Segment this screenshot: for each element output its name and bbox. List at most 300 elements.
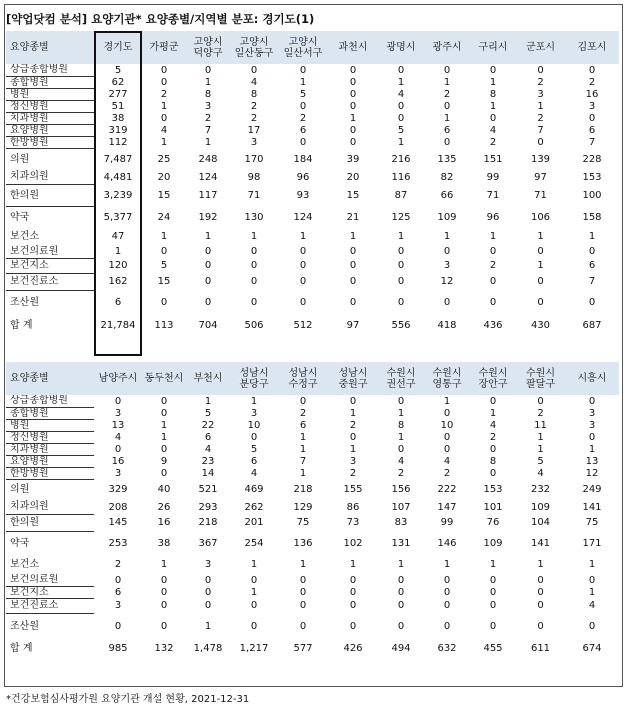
cell-value: 1 xyxy=(204,231,212,242)
cell-value: 0 xyxy=(349,100,357,112)
cell-value: 293 xyxy=(198,501,218,513)
column-header-line: 영통구 xyxy=(432,378,462,390)
cell-value: 151 xyxy=(483,153,503,165)
cell-value: 17 xyxy=(247,124,261,136)
cell-value: 1 xyxy=(443,112,451,124)
table-row xyxy=(6,500,619,514)
gyeonggi-column-highlight xyxy=(94,31,142,356)
column-header-line: 경기도 xyxy=(103,42,133,53)
cell-value: 0 xyxy=(443,136,451,148)
cell-value: 0 xyxy=(537,395,544,407)
cell-value: 0 xyxy=(349,64,357,76)
cell-value: 277 xyxy=(108,88,128,100)
cell-value: 3 xyxy=(349,455,357,467)
cell-value: 0 xyxy=(160,64,168,76)
column-header xyxy=(424,31,470,64)
cell-value: 1,217 xyxy=(239,643,269,654)
cell-value: 8 xyxy=(250,88,258,100)
cell-value: 153 xyxy=(582,171,602,183)
cell-value: 1 xyxy=(397,559,405,570)
table-row xyxy=(6,419,619,431)
cell-value: 512 xyxy=(293,319,313,331)
cell-value: 4 xyxy=(443,455,451,467)
cell-value: 4 xyxy=(489,124,497,136)
cell-value: 124 xyxy=(293,211,313,223)
row-label: 보건소 xyxy=(10,231,39,242)
cell-value: 39 xyxy=(346,153,360,165)
row-label: 치과병원 xyxy=(6,443,94,455)
cell-value: 506 xyxy=(244,319,264,331)
cell-value: 0 xyxy=(204,276,212,287)
cell-value: 0 xyxy=(160,296,168,308)
cell-value: 2 xyxy=(299,112,307,124)
cell-value: 86 xyxy=(346,501,360,513)
page-title: [약업닷컴 분석] 요양기관* 요양종별/지역별 분포: 경기도(1) xyxy=(6,12,315,26)
table-row xyxy=(6,455,619,467)
cell-value: 1 xyxy=(397,231,405,242)
cell-value: 109 xyxy=(483,537,503,549)
column-header-line: 성남시 xyxy=(338,367,368,379)
cell-value: 40 xyxy=(157,484,171,495)
cell-value: 0 xyxy=(489,600,497,611)
cell-value: 7 xyxy=(588,136,596,148)
cell-value: 0 xyxy=(114,443,122,455)
cell-value: 0 xyxy=(443,620,451,632)
table-row xyxy=(6,555,619,574)
cell-value: 3 xyxy=(204,559,212,570)
cell-value: 112 xyxy=(108,136,128,148)
cell-value: 0 xyxy=(204,600,212,611)
cell-value: 0 xyxy=(443,246,451,257)
row-label: 요양병원 xyxy=(6,455,94,467)
cell-value: 632 xyxy=(437,643,457,654)
row-label: 한의원 xyxy=(6,184,94,206)
cell-value: 1 xyxy=(299,443,307,455)
row-label: 병원 xyxy=(6,88,94,100)
cell-value: 494 xyxy=(391,643,411,654)
column-header-line: 수원시 xyxy=(386,367,416,379)
cell-value: 6 xyxy=(250,455,258,467)
column-header-line: 시흥시 xyxy=(577,373,607,384)
cell-value: 71 xyxy=(534,189,547,201)
cell-value: 4 xyxy=(537,467,544,479)
cell-value: 113 xyxy=(154,319,174,331)
cell-value: 0 xyxy=(489,64,497,76)
cell-value: 100 xyxy=(582,189,602,201)
cell-value: 116 xyxy=(391,171,411,183)
row-label: 종합병원 xyxy=(6,407,94,419)
cell-value: 2 xyxy=(443,467,451,479)
cell-value: 1 xyxy=(160,419,168,431)
table-row xyxy=(6,395,619,407)
cell-value: 0 xyxy=(349,88,357,100)
cell-value: 1 xyxy=(397,407,405,419)
cell-value: 0 xyxy=(204,296,212,308)
cell-value: 1 xyxy=(588,559,596,570)
cell-value: 11 xyxy=(534,419,547,431)
cell-value: 1 xyxy=(160,431,168,443)
cell-value: 38 xyxy=(157,537,171,549)
cell-value: 15 xyxy=(346,189,360,201)
cell-value: 0 xyxy=(397,443,405,455)
cell-value: 0 xyxy=(349,124,357,136)
cell-value: 145 xyxy=(108,517,128,528)
cell-value: 0 xyxy=(160,246,168,257)
cell-value: 0 xyxy=(397,100,405,112)
cell-value: 0 xyxy=(397,395,405,407)
column-header xyxy=(516,362,565,395)
cell-value: 674 xyxy=(582,643,602,654)
cell-value: 1 xyxy=(204,136,212,148)
column-header-line: 성남시 xyxy=(239,367,269,379)
cell-value: 16 xyxy=(111,455,125,467)
cell-value: 0 xyxy=(349,260,357,271)
cell-value: 1 xyxy=(537,431,544,443)
cell-value: 8 xyxy=(204,88,212,100)
row-label: 약국 xyxy=(10,211,30,223)
cell-value: 222 xyxy=(437,484,457,495)
cell-value: 25 xyxy=(157,153,171,165)
cell-value: 184 xyxy=(293,153,313,165)
cell-value: 418 xyxy=(437,319,457,331)
cell-value: 5 xyxy=(160,260,168,271)
column-header xyxy=(6,31,94,64)
cell-value: 0 xyxy=(250,260,258,271)
table-row xyxy=(6,613,619,639)
cell-value: 20 xyxy=(157,171,171,183)
cell-value: 0 xyxy=(160,620,168,632)
row-label: 한의원 xyxy=(6,514,94,531)
cell-value: 253 xyxy=(108,537,128,549)
cell-value: 4 xyxy=(160,124,168,136)
cell-value: 153 xyxy=(483,484,503,495)
column-header xyxy=(230,31,278,64)
cell-value: 1 xyxy=(489,559,497,570)
distribution-table-2 xyxy=(6,362,619,658)
cell-value: 102 xyxy=(343,537,363,549)
cell-value: 0 xyxy=(397,586,405,598)
cell-value: 0 xyxy=(489,296,497,308)
column-header xyxy=(470,31,516,64)
cell-value: 1 xyxy=(349,231,357,242)
row-label: 조산원 xyxy=(10,296,39,308)
cell-value: 455 xyxy=(483,643,503,654)
cell-value: 228 xyxy=(582,153,602,165)
column-header-line: 장안구 xyxy=(478,378,508,390)
cell-value: 201 xyxy=(244,517,264,528)
row-label: 보건지소 xyxy=(6,258,94,273)
cell-value: 2 xyxy=(443,88,451,100)
cell-value: 13 xyxy=(585,455,599,467)
cell-value: 1 xyxy=(299,431,307,443)
column-header-line: 요양종별 xyxy=(10,373,49,384)
cell-value: 218 xyxy=(198,517,218,528)
cell-value: 104 xyxy=(530,517,551,528)
row-label: 한방병원 xyxy=(6,136,94,148)
cell-value: 8 xyxy=(489,455,497,467)
column-header-line: 고양시 xyxy=(288,36,318,48)
cell-value: 6 xyxy=(204,431,212,443)
column-header xyxy=(378,31,424,64)
cell-value: 141 xyxy=(530,537,551,549)
cell-value: 1 xyxy=(160,136,168,148)
cell-value: 1 xyxy=(537,231,544,242)
cell-value: 0 xyxy=(349,600,357,611)
cell-value: 6 xyxy=(299,419,307,431)
cell-value: 232 xyxy=(530,484,551,495)
cell-value: 4 xyxy=(250,467,258,479)
table-row xyxy=(6,407,619,419)
cell-value: 4 xyxy=(397,455,405,467)
cell-value: 1 xyxy=(588,443,596,455)
cell-value: 71 xyxy=(486,189,500,201)
cell-value: 0 xyxy=(588,574,596,586)
cell-value: 93 xyxy=(296,189,310,201)
cell-value: 0 xyxy=(443,574,451,586)
cell-value: 0 xyxy=(204,574,212,586)
cell-value: 0 xyxy=(114,395,122,407)
cell-value: 106 xyxy=(530,211,551,223)
cell-value: 99 xyxy=(440,517,454,528)
cell-value: 62 xyxy=(111,76,125,88)
cell-value: 5 xyxy=(114,64,122,76)
cell-value: 47 xyxy=(111,231,125,242)
cell-value: 0 xyxy=(160,467,168,479)
cell-value: 2 xyxy=(489,260,497,271)
cell-value: 1 xyxy=(160,100,168,112)
column-header-line: 분당구 xyxy=(239,378,269,390)
cell-value: 0 xyxy=(443,600,451,611)
cell-value: 4,481 xyxy=(103,171,133,183)
cell-value: 156 xyxy=(391,484,411,495)
table-row xyxy=(6,574,619,586)
cell-value: 0 xyxy=(299,395,307,407)
cell-value: 9 xyxy=(160,455,168,467)
cell-value: 0 xyxy=(489,620,497,632)
cell-value: 0 xyxy=(160,600,168,611)
column-header-line: 수원시 xyxy=(526,367,555,379)
cell-value: 0 xyxy=(250,64,258,76)
cell-value: 99 xyxy=(486,171,500,183)
cell-value: 1 xyxy=(397,136,405,148)
cell-value: 254 xyxy=(244,537,264,549)
cell-value: 0 xyxy=(204,246,212,257)
cell-value: 73 xyxy=(346,517,360,528)
cell-value: 6 xyxy=(443,124,451,136)
cell-value: 21,784 xyxy=(100,319,136,331)
column-header-line: 일산서구 xyxy=(283,47,323,59)
cell-value: 117 xyxy=(198,189,218,201)
cell-value: 0 xyxy=(299,296,307,308)
cell-value: 0 xyxy=(397,600,405,611)
cell-value: 1 xyxy=(349,443,357,455)
cell-value: 1 xyxy=(250,559,258,570)
cell-value: 3 xyxy=(114,407,122,419)
cell-value: 430 xyxy=(530,319,551,331)
cell-value: 2 xyxy=(537,76,544,88)
cell-value: 0 xyxy=(349,431,357,443)
row-label: 치과의원 xyxy=(6,170,94,184)
cell-value: 556 xyxy=(391,319,411,331)
cell-value: 0 xyxy=(443,100,451,112)
table-row xyxy=(6,586,619,598)
cell-value: 124 xyxy=(198,171,218,183)
cell-value: 0 xyxy=(489,586,497,598)
cell-value: 3,239 xyxy=(103,189,133,201)
cell-value: 12 xyxy=(440,276,454,287)
column-header xyxy=(328,362,378,395)
cell-value: 13 xyxy=(111,419,125,431)
row-label: 상급종합병원 xyxy=(6,64,94,76)
cell-value: 26 xyxy=(157,501,171,513)
cell-value: 2 xyxy=(250,112,258,124)
column-header-line: 권선구 xyxy=(386,378,416,390)
cell-value: 0 xyxy=(299,276,307,287)
cell-value: 704 xyxy=(198,319,218,331)
cell-value: 6 xyxy=(114,586,122,598)
cell-value: 0 xyxy=(588,246,596,257)
cell-value: 0 xyxy=(443,296,451,308)
cell-value: 0 xyxy=(397,574,405,586)
cell-value: 0 xyxy=(349,76,357,88)
cell-value: 0 xyxy=(537,296,544,308)
cell-value: 7 xyxy=(299,455,307,467)
cell-value: 1 xyxy=(397,76,405,88)
cell-value: 131 xyxy=(391,537,411,549)
cell-value: 109 xyxy=(530,501,551,513)
cell-value: 76 xyxy=(486,517,500,528)
cell-value: 1 xyxy=(114,246,122,257)
cell-value: 0 xyxy=(114,574,122,586)
cell-value: 20 xyxy=(346,171,360,183)
cell-value: 3 xyxy=(114,600,122,611)
cell-value: 15 xyxy=(157,276,171,287)
cell-value: 248 xyxy=(198,153,218,165)
row-label: 의원 xyxy=(10,484,30,496)
cell-value: 426 xyxy=(343,643,363,654)
cell-value: 3 xyxy=(588,407,596,419)
cell-value: 4 xyxy=(397,88,405,100)
cell-value: 3 xyxy=(250,136,258,148)
cell-value: 0 xyxy=(489,443,497,455)
cell-value: 87 xyxy=(394,189,408,201)
cell-value: 0 xyxy=(397,620,405,632)
cell-value: 1 xyxy=(489,76,497,88)
cell-value: 0 xyxy=(160,112,168,124)
cell-value: 0 xyxy=(349,246,357,257)
cell-value: 8 xyxy=(489,88,497,100)
column-header-line: 팔달구 xyxy=(526,378,555,390)
column-header-line: 일산동구 xyxy=(234,47,274,59)
cell-value: 2 xyxy=(588,76,596,88)
cell-value: 109 xyxy=(437,211,457,223)
row-label: 병원 xyxy=(6,419,94,431)
row-label: 정신병원 xyxy=(6,431,94,443)
cell-value: 15 xyxy=(157,189,171,201)
column-header-line: 고양시 xyxy=(193,36,223,48)
row-label: 보건진료소 xyxy=(6,598,94,613)
cell-value: 249 xyxy=(582,484,602,495)
cell-value: 0 xyxy=(443,586,451,598)
column-header-line: 남양주시 xyxy=(98,373,138,384)
cell-value: 1 xyxy=(588,231,596,242)
column-header-line: 부천시 xyxy=(193,373,223,384)
column-header xyxy=(186,31,230,64)
cell-value: 1 xyxy=(250,395,258,407)
column-header xyxy=(186,362,230,395)
cell-value: 0 xyxy=(397,260,405,271)
cell-value: 96 xyxy=(486,211,500,223)
cell-value: 0 xyxy=(160,395,168,407)
table-row xyxy=(6,431,619,443)
cell-value: 141 xyxy=(582,501,602,513)
column-header-line: 수원시 xyxy=(478,367,508,379)
cell-value: 136 xyxy=(293,537,313,549)
column-header-line: 김포시 xyxy=(577,42,607,53)
cell-value: 0 xyxy=(443,64,451,76)
column-header-line: 성남시 xyxy=(288,367,318,379)
cell-value: 0 xyxy=(160,586,168,598)
cell-value: 1 xyxy=(443,395,451,407)
cell-value: 611 xyxy=(530,643,551,654)
column-header-line: 군포시 xyxy=(526,42,555,53)
column-header xyxy=(516,31,565,64)
cell-value: 2 xyxy=(114,559,122,570)
cell-value: 158 xyxy=(582,211,602,223)
cell-value: 1 xyxy=(537,559,544,570)
cell-value: 1 xyxy=(250,231,258,242)
cell-value: 0 xyxy=(299,620,307,632)
cell-value: 0 xyxy=(250,600,258,611)
cell-value: 0 xyxy=(588,395,596,407)
cell-value: 0 xyxy=(114,620,122,632)
cell-value: 3 xyxy=(443,260,451,271)
cell-value: 0 xyxy=(489,112,497,124)
cell-value: 0 xyxy=(349,276,357,287)
column-header xyxy=(328,31,378,64)
cell-value: 3 xyxy=(114,467,122,479)
cell-value: 24 xyxy=(157,211,171,223)
column-header xyxy=(230,362,278,395)
cell-value: 469 xyxy=(244,484,264,495)
cell-value: 170 xyxy=(244,153,264,165)
cell-value: 5,377 xyxy=(103,211,133,223)
row-label: 한방병원 xyxy=(6,467,94,479)
cell-value: 5 xyxy=(204,407,212,419)
cell-value: 2 xyxy=(299,407,307,419)
cell-value: 6 xyxy=(588,124,596,136)
row-label: 의원 xyxy=(10,153,30,165)
cell-value: 0 xyxy=(397,246,405,257)
cell-value: 1 xyxy=(443,76,451,88)
column-header xyxy=(278,31,328,64)
cell-value: 2 xyxy=(537,112,544,124)
cell-value: 5 xyxy=(299,88,307,100)
cell-value: 1 xyxy=(349,559,357,570)
cell-value: 120 xyxy=(108,260,128,271)
row-label: 보건진료소 xyxy=(6,273,94,290)
cell-value: 14 xyxy=(201,467,215,479)
cell-value: 0 xyxy=(349,136,357,148)
column-header-line: 과천시 xyxy=(338,42,368,53)
cell-value: 1 xyxy=(160,231,168,242)
cell-value: 1 xyxy=(299,559,307,570)
cell-value: 0 xyxy=(299,586,307,598)
table-row xyxy=(6,531,619,555)
cell-value: 155 xyxy=(343,484,363,495)
cell-value: 162 xyxy=(108,276,128,287)
cell-value: 135 xyxy=(437,153,457,165)
